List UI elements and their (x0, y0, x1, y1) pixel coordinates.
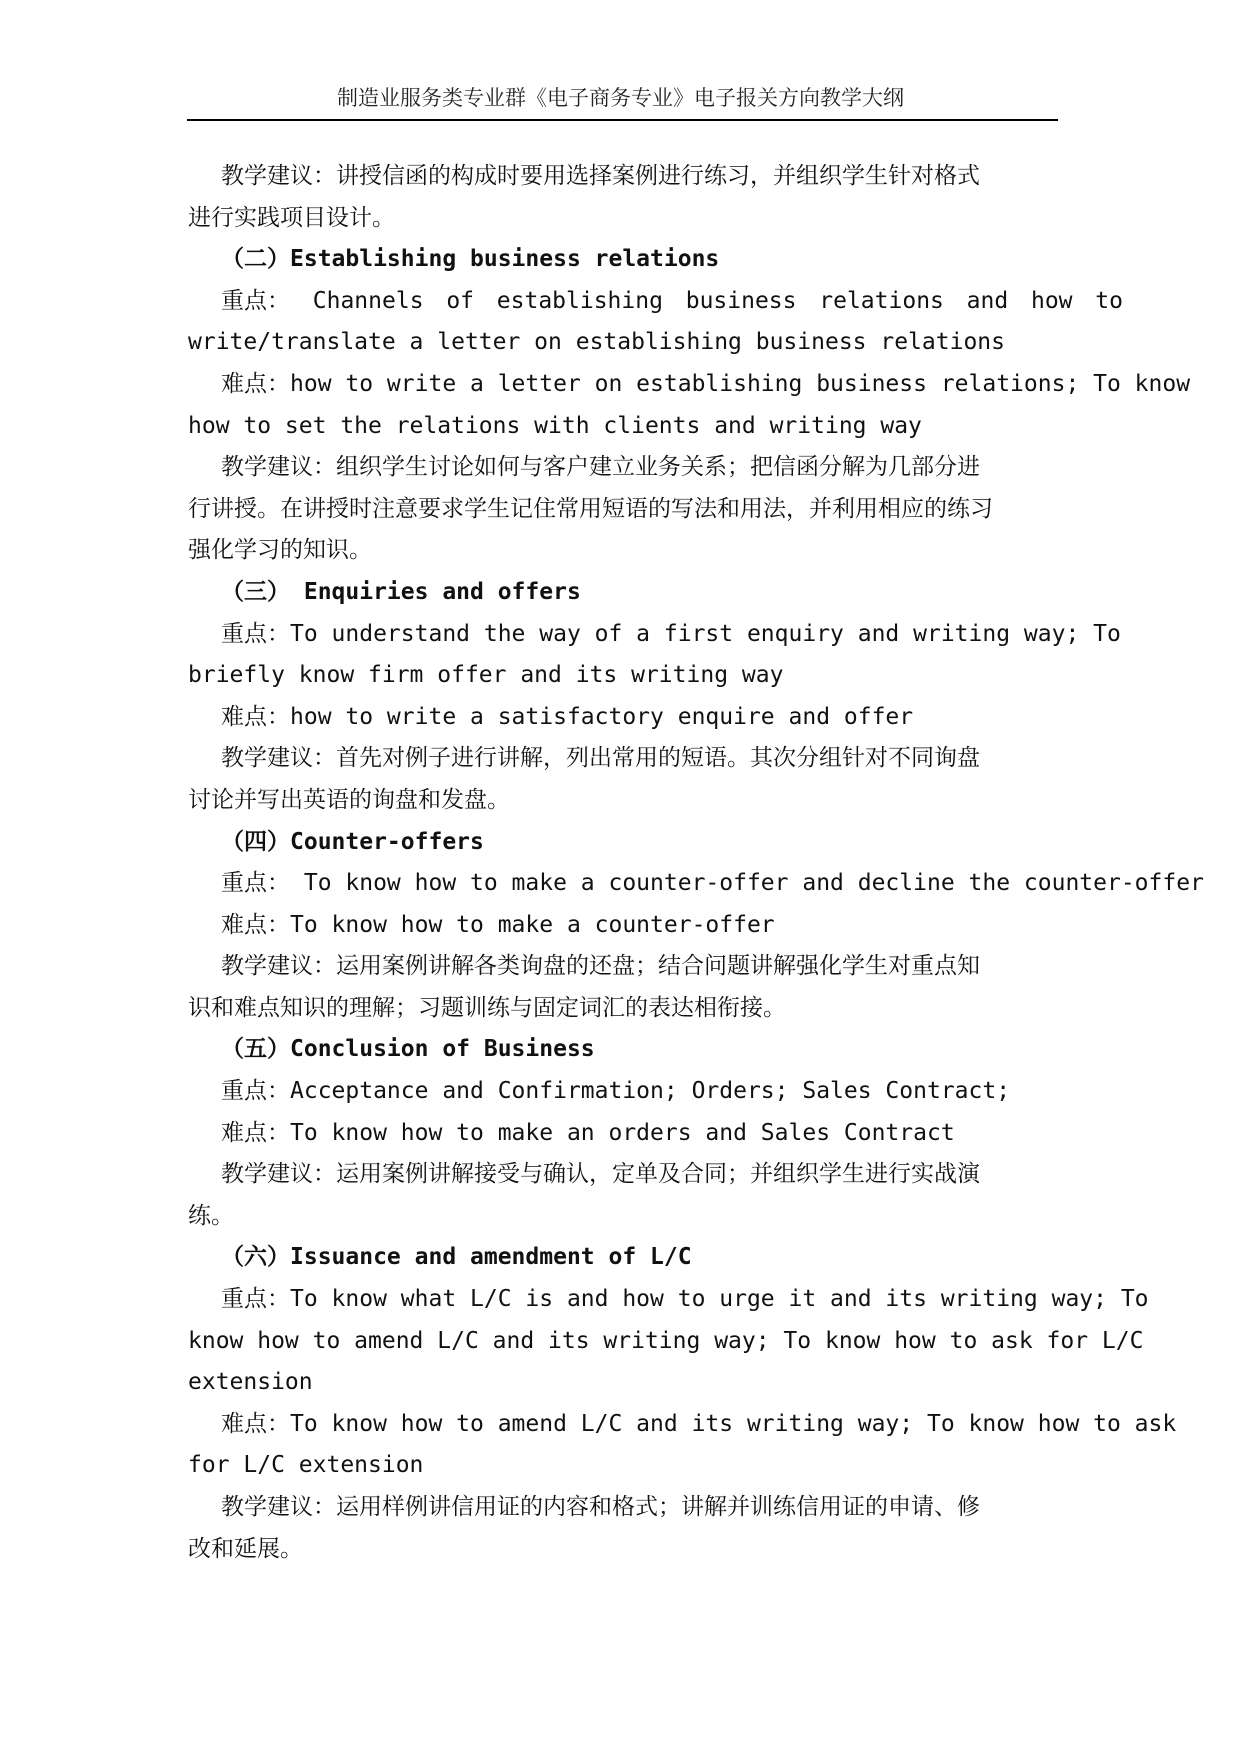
header-divider (187, 119, 1058, 121)
section-6-key-points-line-2: know how to amend L/C and its writing way; To know how to ask for L/C (188, 1327, 1144, 1354)
section-6-difficulty-line-2: for L/C extension (188, 1452, 424, 1479)
section-3-difficulty: 难点：how to write a satisfactory enquire and offer (221, 703, 914, 730)
page-header-title: 制造业服务类专业群《电子商务专业》电子报关方向教学大纲 (337, 86, 904, 110)
section-6-key-points-line-3: extension (188, 1369, 313, 1396)
section-2-advice-line-2: 行讲授。在讲授时注意要求学生记住常用短语的写法和用法，并利用相应的练习 (188, 495, 993, 522)
section-1-advice-line-2: 进行实践项目设计。 (188, 204, 395, 231)
section-3-key-points-line-2: briefly know firm offer and its writing way (188, 662, 784, 689)
section-3-advice-line-2: 讨论并写出英语的询盘和发盘。 (188, 786, 510, 813)
section-2-advice-line-1: 教学建议：组织学生讨论如何与客户建立业务关系；把信函分解为几部分进 (221, 454, 980, 481)
section-5-key-points: 重点：Acceptance and Confirmation; Orders; Sales Contract; (221, 1078, 1011, 1105)
section-6-advice-line-1: 教学建议：运用样例讲信用证的内容和格式；讲解并训练信用证的申请、修 (221, 1494, 980, 1520)
section-4-difficulty: 难点：To know how to make a counter-offer (221, 911, 775, 938)
section-5-difficulty: 难点：To know how to make an orders and Sales Contract (221, 1119, 955, 1146)
section-4-advice-line-1: 教学建议：运用案例讲解各类询盘的还盘；结合问题讲解强化学生对重点知 (221, 953, 980, 980)
section-4-heading: （四）Counter-offers (221, 828, 484, 855)
section-2-difficulty-line-1: 难点：how to write a letter on establishing business relations; To know (221, 370, 1191, 397)
key-word: of (446, 287, 475, 314)
section-2-heading: （二）Establishing business relations (221, 246, 720, 273)
section-2-advice-line-3: 强化学习的知识。 (188, 537, 372, 564)
key-word: establishing (496, 287, 663, 314)
section-5-advice-line-2: 练。 (188, 1202, 234, 1229)
key-word: 重点： (221, 287, 290, 314)
key-word: business (685, 287, 797, 314)
section-1-advice-line-1: 教学建议：讲授信函的构成时要用选择案例进行练习，并组织学生针对格式 (221, 163, 980, 189)
section-2-difficulty-line-2: how to set the relations with clients and writing way (188, 412, 922, 439)
section-5-heading: （五）Conclusion of Business (221, 1036, 595, 1063)
section-6-advice-line-2: 改和延展。 (188, 1535, 303, 1562)
section-5-advice-line-1: 教学建议：运用案例讲解接受与确认，定单及合同；并组织学生进行实战演 (221, 1161, 980, 1188)
key-word: and (966, 287, 1009, 314)
section-2-key-points-line-2: write/translate a letter on establishing business relations (188, 329, 1005, 356)
section-3-heading: （三） Enquiries and offers (221, 578, 581, 605)
key-word: Channels (312, 287, 424, 314)
document-body (188, 156, 1204, 1570)
section-6-difficulty-line-1: 难点：To know how to amend L/C and its writing way; To know how to ask (221, 1410, 1177, 1437)
section-6-heading: （六）Issuance and amendment of L/C (221, 1244, 692, 1271)
key-word: to (1095, 287, 1123, 314)
key-word: how (1030, 287, 1073, 314)
section-3-key-points-line-1: 重点：To understand the way of a first enquiry and writing way; To (221, 620, 1121, 647)
section-4-key-points: 重点： To know how to make a counter-offer and decline the counter-offer (221, 870, 1204, 897)
section-6-key-points-line-1: 重点：To know what L/C is and how to urge it and its writing way; To (221, 1286, 1149, 1313)
section-4-advice-line-2: 识和难点知识的理解；习题训练与固定词汇的表达相衔接。 (188, 994, 786, 1021)
section-3-advice-line-1: 教学建议：首先对例子进行讲解，列出常用的短语。其次分组针对不同询盘 (221, 745, 980, 772)
section-2-key-points-line-1 (188, 281, 1123, 323)
key-word: relations (819, 287, 944, 314)
